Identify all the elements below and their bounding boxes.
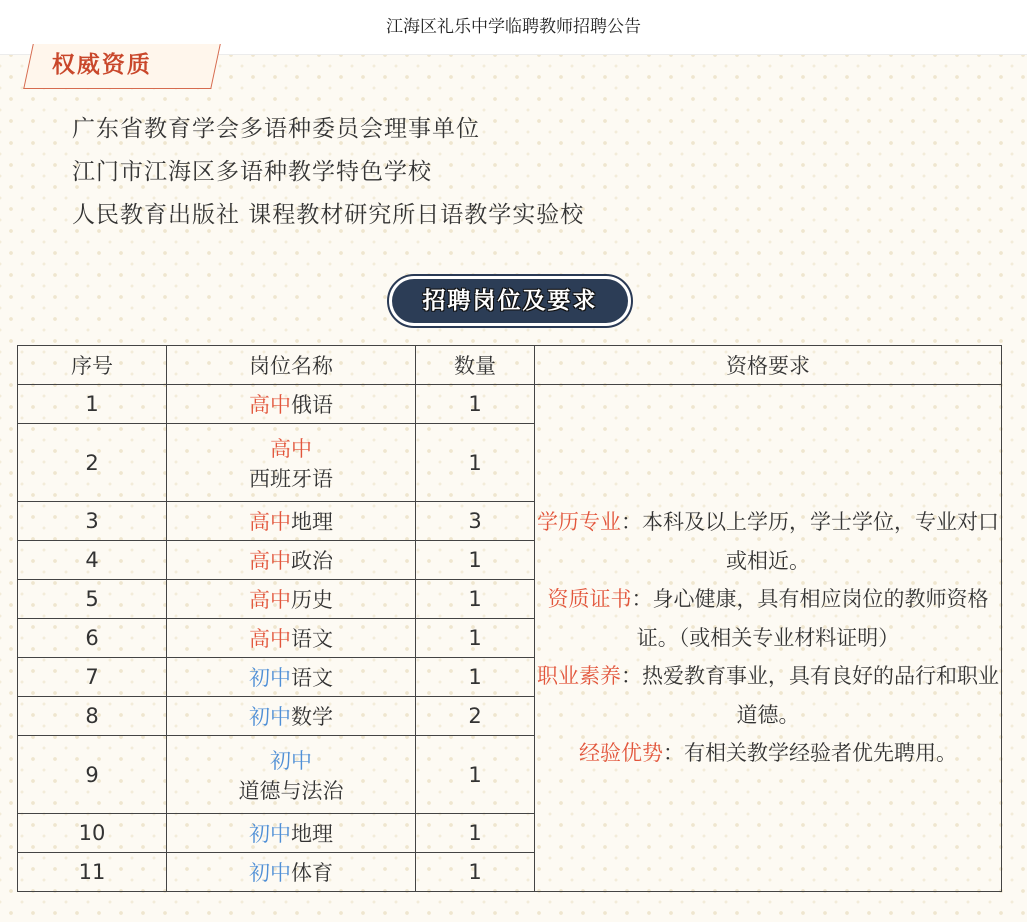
school-level: 初中 <box>249 666 291 690</box>
position-name <box>167 424 416 502</box>
requirement-label: 经验优势 <box>579 741 663 766</box>
positions-heading-badge <box>387 274 633 328</box>
row-number: 10 <box>18 814 167 853</box>
position-name <box>167 814 416 853</box>
position-count: 2 <box>416 697 535 736</box>
table-header-row <box>18 346 1002 385</box>
row-number: 5 <box>18 580 167 619</box>
header-number: 序号 <box>18 346 167 385</box>
position-name <box>167 697 416 736</box>
requirements-cell <box>535 385 1002 892</box>
position-name <box>167 385 416 424</box>
position-name <box>167 853 416 892</box>
header-requirements: 资格要求 <box>535 346 1002 385</box>
requirement-item <box>535 503 1001 580</box>
school-level: 初中 <box>249 705 291 729</box>
school-level: 高中 <box>249 588 291 612</box>
position-name <box>167 580 416 619</box>
subject: 数学 <box>291 705 333 729</box>
positions-heading: 招聘岗位及要求 <box>392 279 628 323</box>
row-number: 3 <box>18 502 167 541</box>
row-number: 9 <box>18 736 167 814</box>
subject: 地理 <box>291 510 333 534</box>
position-name <box>167 619 416 658</box>
header-position: 岗位名称 <box>167 346 416 385</box>
positions-table <box>17 345 1002 892</box>
row-number: 6 <box>18 619 167 658</box>
qualification-item: 广东省教育学会多语种委员会理事单位 <box>72 116 480 142</box>
row-number: 1 <box>18 385 167 424</box>
school-level: 高中 <box>249 393 291 417</box>
position-name <box>167 502 416 541</box>
qualification-item: 人民教育出版社 课程教材研究所日语教学实验校 <box>72 202 585 228</box>
row-number: 11 <box>18 853 167 892</box>
row-number: 2 <box>18 424 167 502</box>
subject: 地理 <box>291 822 333 846</box>
position-count: 1 <box>416 541 535 580</box>
requirement-text: ：有相关教学经验者优先聘用。 <box>663 741 957 766</box>
position-count: 1 <box>416 736 535 814</box>
qualification-item: 江门市江海区多语种教学特色学校 <box>72 159 432 185</box>
qualifications-list <box>72 108 584 237</box>
section-tag <box>23 44 221 89</box>
requirement-text: ：身心健康，具有相应岗位的教师资格证。（或相关专业材料证明） <box>631 587 989 650</box>
subject: 道德与法治 <box>238 778 344 803</box>
subject: 体育 <box>291 861 333 885</box>
requirement-label: 职业素养 <box>537 664 621 689</box>
requirement-item <box>535 657 1001 734</box>
school-level: 高中 <box>249 510 291 534</box>
school-level: 高中 <box>249 549 291 573</box>
requirement-label: 学历专业 <box>537 510 621 535</box>
row-number: 7 <box>18 658 167 697</box>
school-level: 初中 <box>249 861 291 885</box>
position-count: 1 <box>416 385 535 424</box>
header-count: 数量 <box>416 346 535 385</box>
position-count: 1 <box>416 658 535 697</box>
position-count: 3 <box>416 502 535 541</box>
position-name <box>167 541 416 580</box>
requirement-label: 资质证书 <box>547 587 632 612</box>
subject: 历史 <box>291 588 333 612</box>
subject: 语文 <box>291 627 333 651</box>
subject: 语文 <box>291 666 333 690</box>
section-tag-label: 权威资质 <box>51 52 152 78</box>
subject: 西班牙语 <box>249 466 333 491</box>
subject: 俄语 <box>291 393 333 417</box>
school-level: 高中 <box>270 436 312 461</box>
requirement-item <box>535 734 1001 773</box>
school-level: 高中 <box>249 627 291 651</box>
table-row <box>18 385 1002 424</box>
position-name <box>167 658 416 697</box>
row-number: 4 <box>18 541 167 580</box>
requirement-item <box>535 580 1001 657</box>
school-level: 初中 <box>249 822 291 846</box>
position-count: 1 <box>416 853 535 892</box>
requirement-text: ：热爱教育事业，具有良好的品行和职业道德。 <box>621 664 999 727</box>
position-name <box>167 736 416 814</box>
position-count: 1 <box>416 814 535 853</box>
subject: 政治 <box>291 549 333 573</box>
position-count: 1 <box>416 580 535 619</box>
position-count: 1 <box>416 424 535 502</box>
page-title: 江海区礼乐中学临聘教师招聘公告 <box>0 0 1027 55</box>
school-level: 初中 <box>270 748 312 773</box>
row-number: 8 <box>18 697 167 736</box>
requirement-text: ：本科及以上学历，学士学位，专业对口或相近。 <box>621 510 999 573</box>
position-count: 1 <box>416 619 535 658</box>
